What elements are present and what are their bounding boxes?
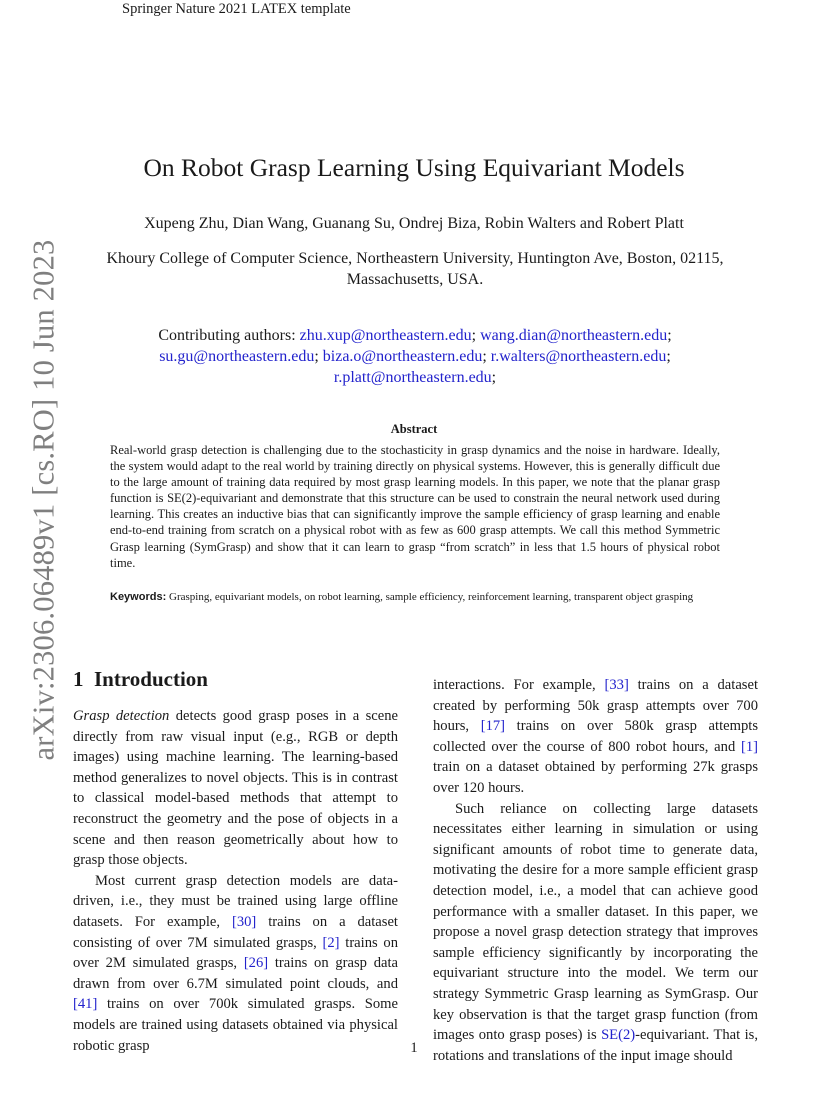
paragraph bbox=[73, 871, 398, 1056]
email-link[interactable]: zhu.xup@northeastern.edu bbox=[299, 327, 472, 344]
text: trains on a dataset consisting of over 7M simulated grasps, bbox=[73, 913, 398, 951]
text: train on a dataset obtained by performing 27k grasps over 120 hours. bbox=[433, 759, 758, 796]
paragraph bbox=[73, 706, 398, 871]
citation-link[interactable]: [30] bbox=[231, 913, 257, 930]
page-number: 1 bbox=[410, 1040, 418, 1056]
arxiv-id[interactable]: arXiv:2306.06489v1 [cs.RO] 10 Jun 2023 bbox=[26, 239, 61, 761]
email-link[interactable]: r.platt@northeastern.edu bbox=[333, 369, 492, 386]
running-header: Springer Nature 2021 LATEX template bbox=[122, 1, 351, 17]
section-title: Introduction bbox=[94, 667, 208, 691]
citation-link[interactable]: [2] bbox=[322, 934, 340, 951]
section-heading bbox=[73, 667, 208, 692]
text: detects good grasp poses in a scene directly from raw visual input (e.g., RGB or depth images) using machine learning. The learning-based method generalizes to novel objects. This is in contrast to classical model-based methods that attempt to reconstruct the geometry and the pose of objects in a scene and then reason geometrically about how to grasp those objects. bbox=[73, 708, 398, 869]
email-link[interactable]: su.gu@northeastern.edu bbox=[159, 348, 315, 365]
text: -equivariant. That is, rotations and translations of the input image should bbox=[433, 1027, 758, 1064]
text: interactions. For example, bbox=[433, 677, 605, 693]
paragraph bbox=[433, 799, 758, 1067]
paper-title: On Robot Grasp Learning Using Equivariant Models bbox=[143, 153, 685, 182]
text: Most current grasp detection models are data-driven, i.e., they must be trained using large offline datasets. For example, bbox=[73, 872, 398, 930]
text: trains on over 700k simulated grasps. Some models are trained using datasets obtained via physical robotic grasp bbox=[73, 996, 398, 1054]
left-column bbox=[73, 706, 398, 1056]
contributing-authors: Contributing authors: zhu.xup@northeastern.edu; wang.dian@northeastern.edu; su.gu@northeastern.edu; biza.o@northeastern.edu; r.walters@northeastern.edu; r.platt@northeastern.edu; bbox=[158, 327, 672, 386]
keywords-label: Keywords: bbox=[110, 591, 167, 603]
text: trains on over 580k grasp attempts collected over the course of 800 robot hours, and bbox=[433, 718, 758, 755]
keywords-list: Grasping, equivariant models, on robot learning, sample efficiency, reinforcement learning, transparent object grasping bbox=[169, 591, 694, 603]
text: trains on over 2M simulated grasps, bbox=[73, 934, 398, 972]
email-link[interactable]: biza.o@northeastern.edu bbox=[322, 348, 483, 365]
equation-link[interactable]: SE(2) bbox=[601, 1027, 636, 1044]
citation-link[interactable]: [1] bbox=[740, 738, 758, 755]
abstract-heading: Abstract bbox=[390, 422, 438, 436]
affiliation: Khoury College of Computer Science, Northeastern University, Huntington Ave, Boston, 02115, Massachusetts, USA. bbox=[106, 250, 724, 288]
abstract-text: Real-world grasp detection is challenging due to the stochasticity in grasp dynamics and the noise in hardware. Ideally, the system would adapt to the real world by training directly on physical systems. However, this is generally difficult due to the large amount of training data required by most grasp learning models. In this paper, we note that the planar grasp function is SE(2)-equivariant and demonstrate that this structure can be used to constrain the neural network used during learning. This creates an inductive bias that can significantly improve the sample efficiency of grasp learning and enable end-to-end training from scratch on a physical robot with as few as 600 grasp attempts. We call this method Symmetric Grasp learning (SymGrasp) and show that it can learn to grasp “from scratch” in less that 1.5 hours of physical robot time. bbox=[110, 443, 720, 570]
paragraph bbox=[433, 675, 758, 799]
email-link[interactable]: wang.dian@northeastern.edu bbox=[480, 327, 668, 344]
contributing-label: Contributing authors: bbox=[158, 327, 296, 344]
email-link[interactable]: r.walters@northeastern.edu bbox=[490, 348, 667, 365]
term: Grasp detection bbox=[73, 708, 170, 724]
citation-link[interactable]: [33] bbox=[604, 677, 629, 693]
text: trains on a dataset created by performing 50k grasp attempts over 700 hours, bbox=[433, 677, 759, 735]
right-column bbox=[433, 675, 758, 1066]
section-number: 1 bbox=[73, 667, 84, 691]
citation-link[interactable]: [26] bbox=[243, 955, 269, 972]
keywords bbox=[110, 590, 720, 605]
citation-link[interactable]: [17] bbox=[480, 718, 506, 735]
text: trains on grasp data drawn from over 6.7M simulated point clouds, and bbox=[73, 955, 398, 992]
author-list: Xupeng Zhu, Dian Wang, Guanang Su, Ondrej Biza, Robin Walters and Robert Platt bbox=[144, 215, 684, 232]
citation-link[interactable]: [41] bbox=[73, 996, 98, 1013]
text: Such reliance on collecting large datasets necessitates either learning in simulation or using significant amounts of robot time to generate data, motivating the desire for a more sample efficient grasp detection model, i.e., a model that can achieve good performance with a smaller dataset. In this paper, we propose a novel grasp detection strategy that improves sample efficiency significantly by incorporating the equivariant structure into the model. We term our strategy Symmetric Grasp learning as SymGrasp. Our key observation is that the target grasp function (from images onto grasp poses) is bbox=[433, 800, 758, 1044]
